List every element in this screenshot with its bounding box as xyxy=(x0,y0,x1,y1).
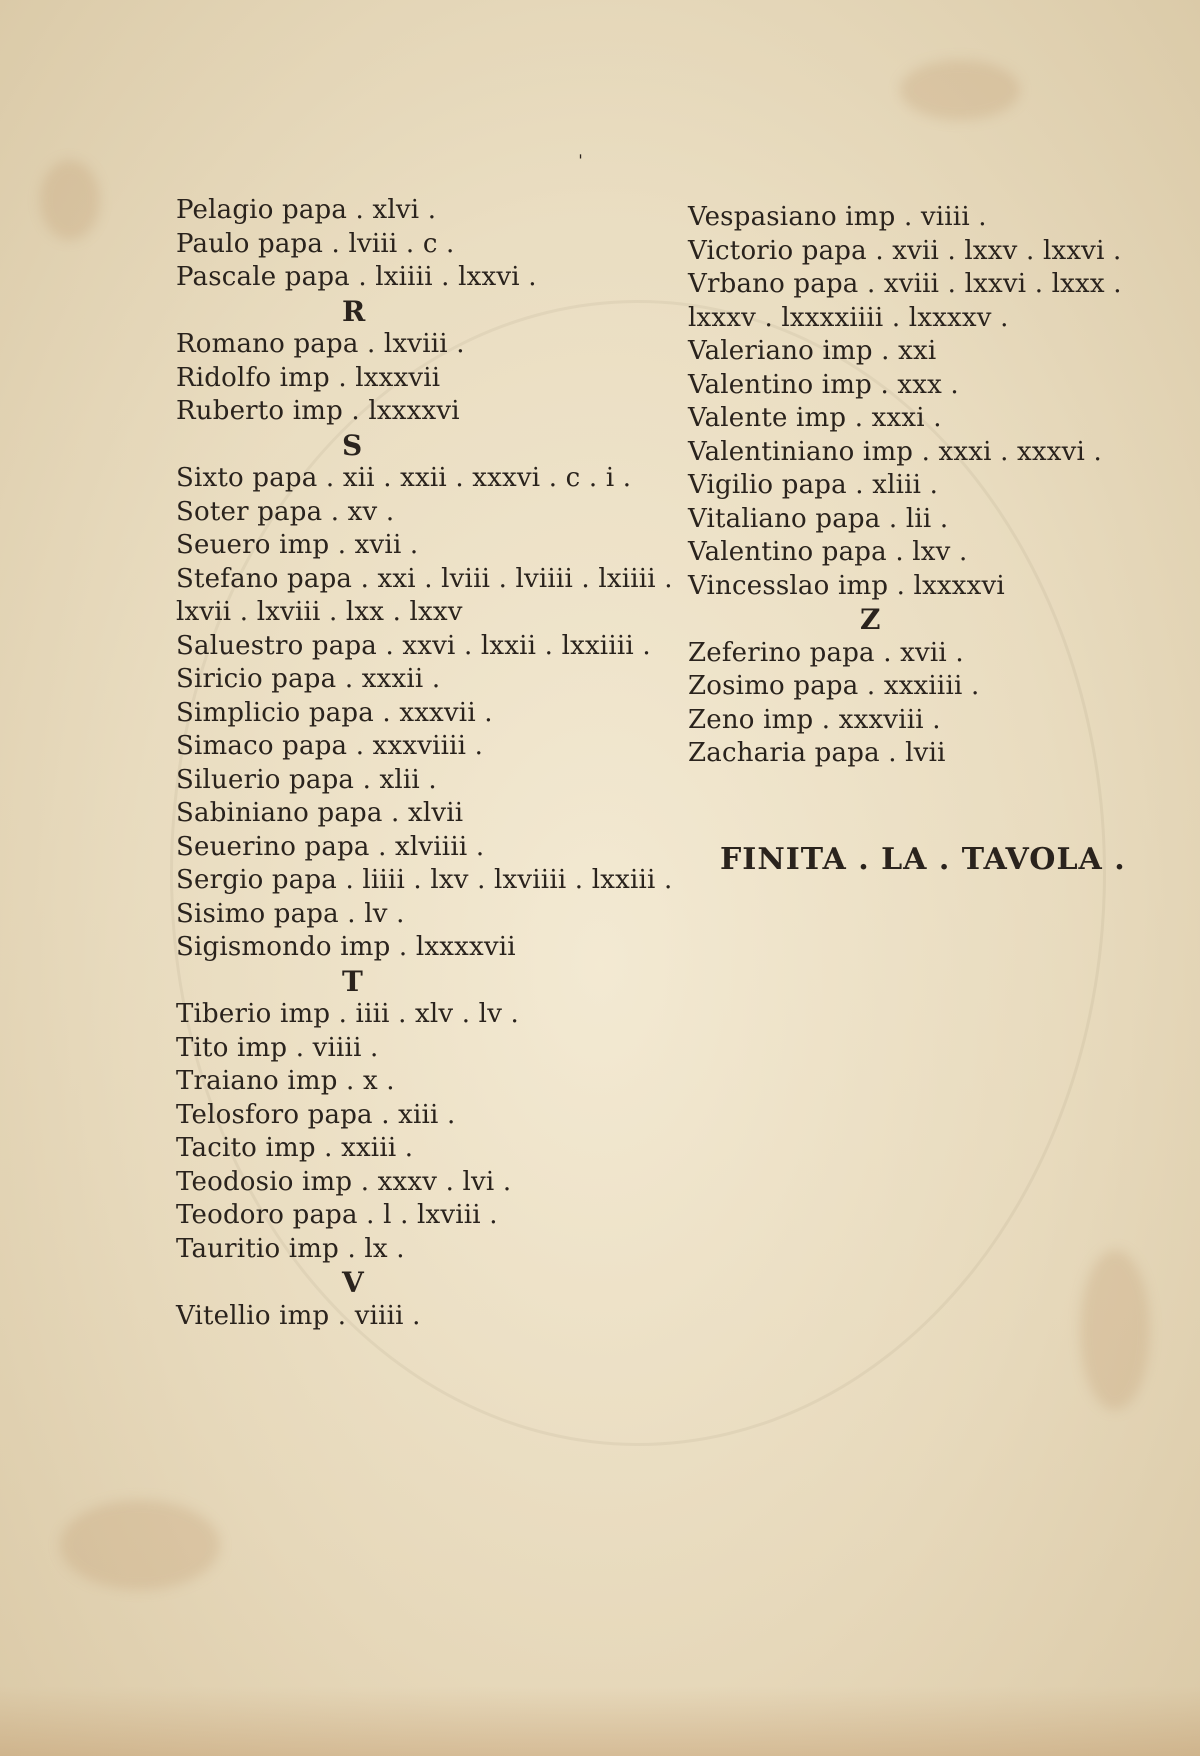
index-entry: Sergio papa . liiii . lxv . lxviiii . lxxiii . xyxy=(176,865,673,895)
index-entry: Tiberio imp . iiii . xlv . lv . xyxy=(176,999,520,1029)
index-entry: Vitellio imp . viiii . xyxy=(176,1300,421,1331)
index-entry: Valeriano imp . xxi xyxy=(688,336,937,366)
index-entry: Teodoro papa . l . lxviii . xyxy=(176,1200,498,1230)
index-entry: Zeferino papa . xvii . xyxy=(688,637,964,668)
foxing-stain xyxy=(40,160,100,240)
index-entry: Vigilio papa . xliii . xyxy=(688,470,939,500)
index-entry: Vincesslao imp . lxxxxvi xyxy=(688,570,1005,601)
index-entry: Zeno imp . xxxviii . xyxy=(688,704,941,735)
index-entry: Telosforo papa . xiii . xyxy=(176,1099,456,1130)
foxing-stain xyxy=(60,1500,220,1590)
index-entry: Simaco papa . xxxviiii . xyxy=(176,731,484,761)
index-entry: Ridolfo imp . lxxxvii xyxy=(176,362,441,393)
bottom-edge-stain xyxy=(0,1686,1200,1756)
index-entry: Valente imp . xxxi . xyxy=(688,403,942,433)
index-entry: Valentino imp . xxx . xyxy=(688,369,959,400)
index-entry: Sisimo papa . lv . xyxy=(176,898,405,929)
index-entry: Valentino papa . lxv . xyxy=(688,537,968,567)
index-entry: lxxxv . lxxxxiiii . lxxxxv . xyxy=(688,302,1009,333)
section-letter: T xyxy=(342,964,364,998)
foxing-stain xyxy=(900,60,1020,120)
right-index-column xyxy=(688,201,1128,771)
index-entry: Seuerino papa . xlviiii . xyxy=(176,831,485,862)
index-entry: Zosimo papa . xxxiiii . xyxy=(688,671,980,701)
index-entry: Vitaliano papa . lii . xyxy=(688,503,949,534)
index-entry: lxvii . lxviii . lxx . lxxv xyxy=(176,597,463,627)
index-entry: Sabiniano papa . xlvii xyxy=(176,798,464,828)
section-letter: S xyxy=(342,428,363,462)
index-entry: Valentiniano imp . xxxi . xxxvi . xyxy=(688,436,1102,467)
index-entry: Stefano papa . xxi . lviii . lviiii . lxiiii . xyxy=(176,563,673,594)
index-entry: Saluestro papa . xxvi . lxxii . lxxiiii . xyxy=(176,630,651,661)
index-entry: Romano papa . lxviii . xyxy=(176,329,465,359)
index-entry: Simplicio papa . xxxvii . xyxy=(176,697,493,728)
index-entry: Sigismondo imp . lxxxxvii xyxy=(176,932,516,962)
index-entry: Victorio papa . xvii . lxxv . lxxvi . xyxy=(688,235,1122,266)
index-entry: Siluerio papa . xlii . xyxy=(176,764,437,795)
section-letter: V xyxy=(342,1266,364,1299)
index-entry: Tacito imp . xxiii . xyxy=(176,1133,414,1163)
index-entry: Zacharia papa . lvii xyxy=(688,738,946,768)
index-entry: Siricio papa . xxxii . xyxy=(176,664,441,694)
index-entry: Traiano imp . x . xyxy=(176,1066,395,1096)
index-entry: Sixto papa . xii . xxii . xxxvi . c . i . xyxy=(176,463,632,493)
index-entry: Tauritio imp . lx . xyxy=(176,1233,405,1264)
section-letter: R xyxy=(342,294,366,328)
foxing-stain xyxy=(1080,1250,1150,1410)
index-entry: Soter papa . xv . xyxy=(176,496,395,527)
folio-mark: ˈ xyxy=(578,152,583,173)
index-entry: Pelagio papa . xlvi . xyxy=(176,195,437,225)
index-entry: Ruberto imp . lxxxxvi xyxy=(176,396,460,426)
colophon: FINITA . LA . TAVOLA . xyxy=(720,842,1126,877)
left-index-column xyxy=(176,194,673,1333)
index-entry: Vrbano papa . xviii . lxxvi . lxxx . xyxy=(688,269,1122,299)
index-entry: Seuero imp . xvii . xyxy=(176,530,419,560)
section-letter: Z xyxy=(860,603,881,636)
index-entry: Teodosio imp . xxxv . lvi . xyxy=(176,1166,512,1197)
index-entry: Vespasiano imp . viiii . xyxy=(688,202,987,232)
index-entry: Paulo papa . lviii . c . xyxy=(176,228,455,259)
index-entry: Tito imp . viiii . xyxy=(176,1032,379,1063)
index-entry: Pascale papa . lxiiii . lxxvi . xyxy=(176,262,537,292)
